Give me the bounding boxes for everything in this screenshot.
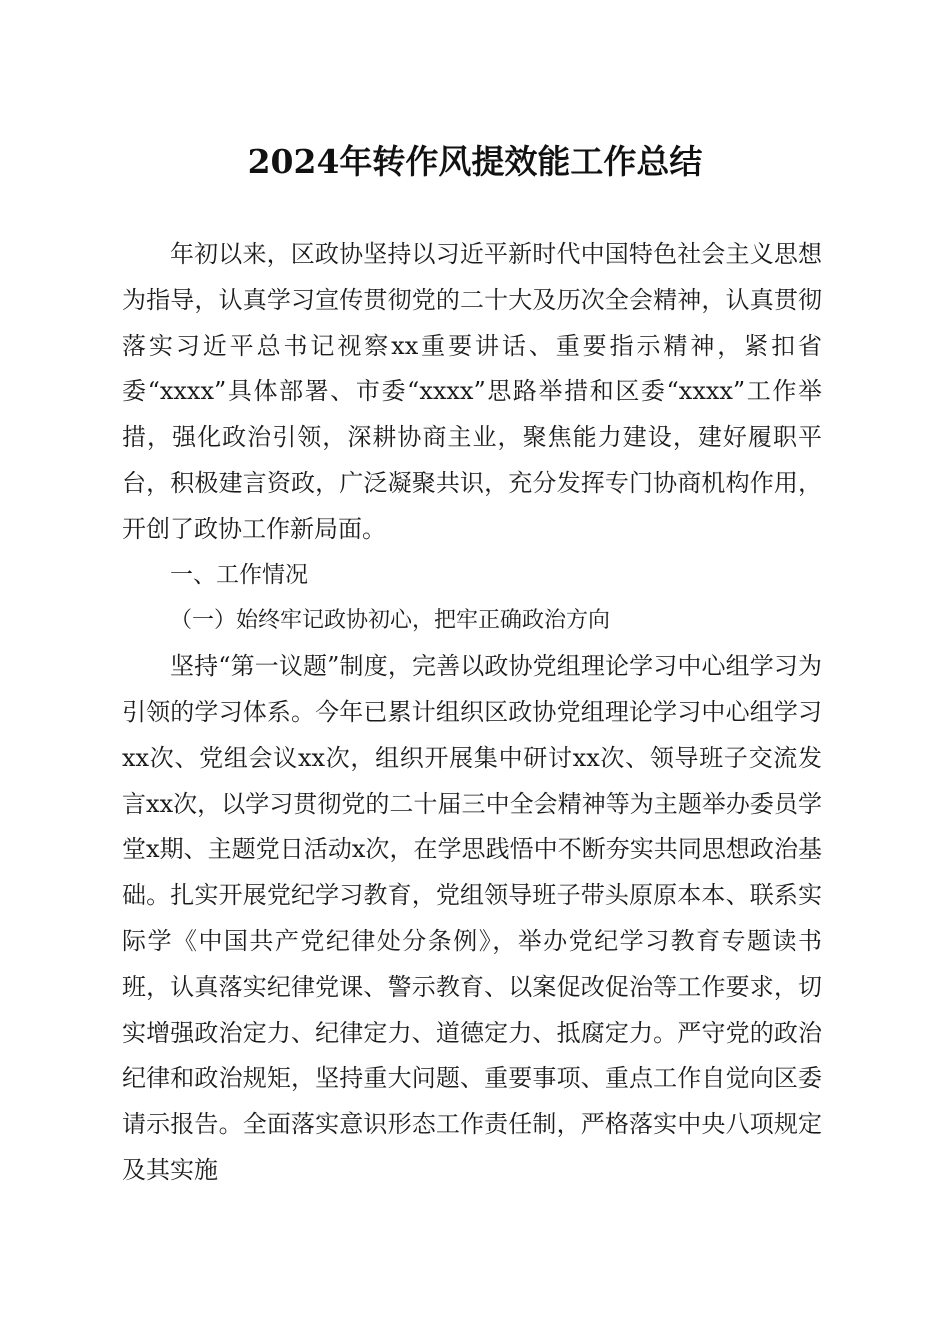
subsection-heading: （一）始终牢记政协初心，把牢正确政治方向 [170,608,611,634]
section-heading: 一、工作情况 [170,561,308,588]
document-title: 2024年转作风提效能工作总结 [247,142,703,181]
subsection-paragraph: 坚持“第一议题”制度，完善以政协党组理论学习中心组学习为引领的学习体系。今年已累计组织区政协党组理论学习中心组学习xx次、党组会议xx次，组织开展集中研讨xx次、领导班子交流发言xx次，以学习贯彻党的二十届三中全会精神等为主题举办委员学堂x期、主题党日活动x次，在学思践悟中不断夯实共同思想政治基础。扎实开展党纪学习教育，党组领导班子带头原原本本、联系实际学《中国共产党纪律处分条例》，举办党纪学习教育专题读书班，认真落实纪律党课、警示教育、以案促改促治等工作要求，切实增强政治定力、纪律定力、道德定力、抵腐定力。严守党的政治纪律和政治规矩，坚持重大问题、重要事项、重点工作自觉向区委请示报告。全面落实意识形态工作责任制，严格落实中央八项规定及其实施 [122,652,822,1184]
document-body [122,232,822,1194]
intro-paragraph: 年初以来，区政协坚持以习近平新时代中国特色社会主义思想为指导，认真学习宣传贯彻党的二十大及历次全会精神，认真贯彻落实习近平总书记视察xx重要讲话、重要指示精神，紧扣省委“xxxx”具体部署、市委“xxxx”思路举措和区委“xxxx”工作举措，强化政治引领，深耕协商主业，聚焦能力建设，建好履职平台，积极建言资政，广泛凝聚共识，充分发挥专门协商机构作用，开创了政协工作新局面。 [122,240,822,543]
